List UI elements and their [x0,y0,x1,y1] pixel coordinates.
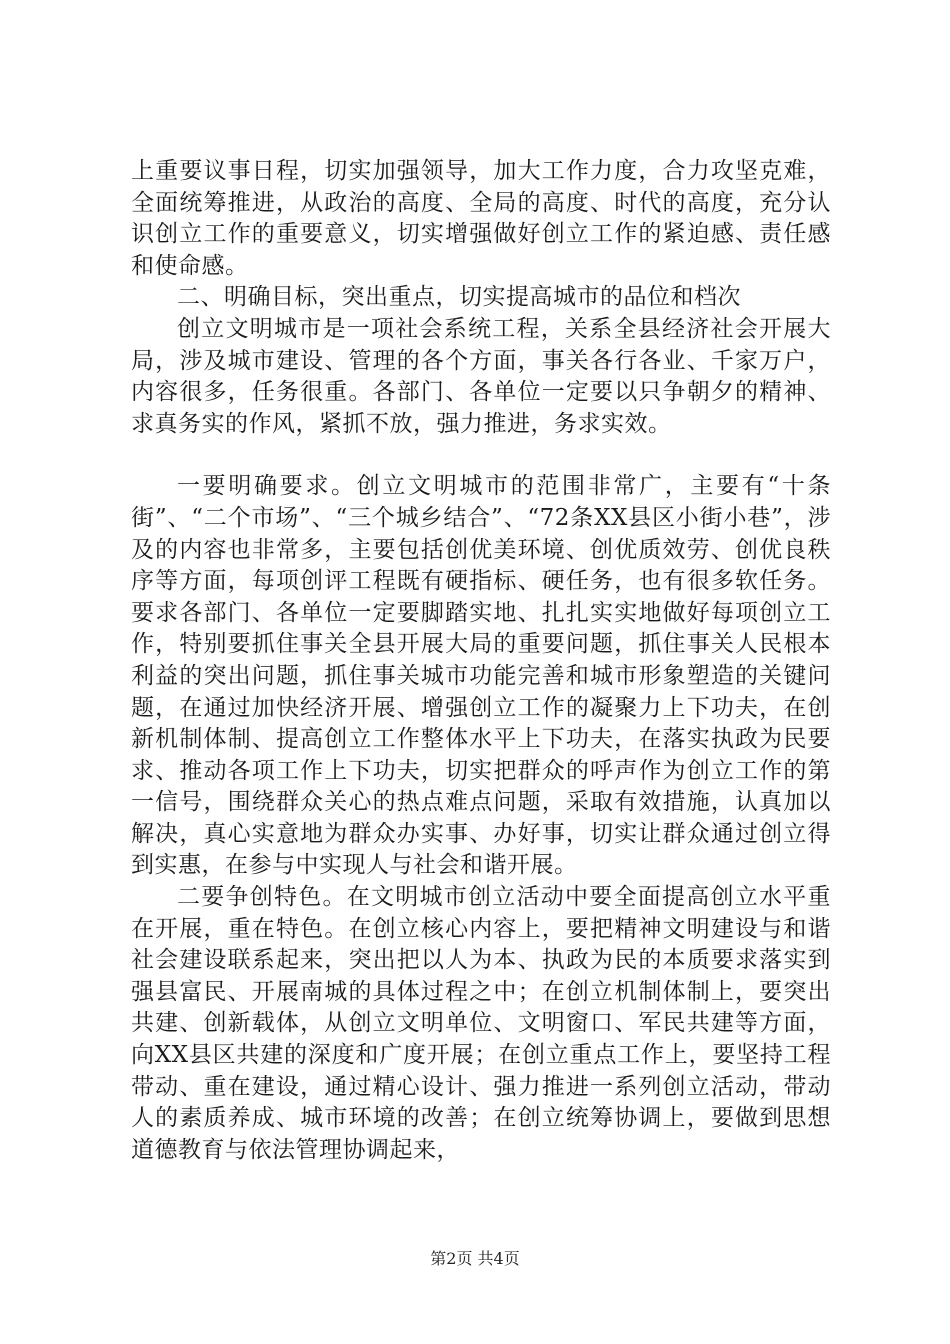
section-heading: 二、明确目标，突出重点，切实提高城市的品位和档次 [177,284,741,311]
paragraph-feature: 二要争创特色。在文明城市创立活动中要全面提高创立水平重在开展，重在特色。在创立核心内容上，要把精神文明建设与和谐社会建设联系起来，突出把以人为本、执政为民的本质要求落实到强县富民、开展南城的具体过程之中；在创立机制体制上，要突出共建、创新载体，从创立文明单位、文明窗口、军民共建等方面，向XX县区共建的深度和广度开展；在创立重点工作上，要坚持工程带动、重在建设，通过精心设计、强力推进一系列创立活动，带动人的素质养成、城市环境的改善；在创立统筹协调上，要做到思想道德教育与依法管理协调起来， [131,884,831,1163]
paragraph-continuation: 上重要议事日程，切实加强领导，加大工作力度，合力攻坚克难，全面统筹推进，从政治的高度、全局的高度、时代的高度，充分认识创立工作的重要意义，切实增强做好创立工作的紧迫感、责任感和使命感。 [131,158,831,279]
paragraph-intro: 创立文明城市是一项社会系统工程，关系全县经济社会开展大局，涉及城市建设、管理的各个方面，事关各行各业、千家万户，内容很多，任务很重。各部门、各单位一定要以只争朝夕的精神、求真务实的作风，紧抓不放，强力推进，务求实效。 [131,315,831,437]
document-body [131,156,831,1166]
paragraph-requirement: 一要明确要求。创立文明城市的范围非常广，主要有“十条街”、“二个市场”、“三个城乡结合”、“72条XX县区小街小巷”，涉及的内容也非常多，主要包括创优美环境、创优质效劳、创优良秩序等方面，每项创评工程既有硬指标、硬任务，也有很多软任务。要求各部门、各单位一定要脚踏实地、扎扎实实地做好每项创立工作，特别要抓住事关全县开展大局的重要问题，抓住事关人民根本利益的突出问题，抓住事关城市功能完善和城市形象塑造的关键问题，在通过加快经济开展、增强创立工作的凝聚力上下功夫，在创新机制体制、提高创立工作整体水平上下功夫，在落实执政为民要求、推动各项工作上下功夫，切实把群众的呼声作为创立工作的第一信号，围绕群众关心的热点难点问题，采取有效措施，认真加以解决，真心实意地为群众办实事、办好事，切实让群众通过创立得到实惠，在参与中实现人与社会和谐开展。 [131,473,831,879]
paragraph-gap [131,440,831,471]
page-number-footer: 第2页 共4页 [430,1249,520,1268]
